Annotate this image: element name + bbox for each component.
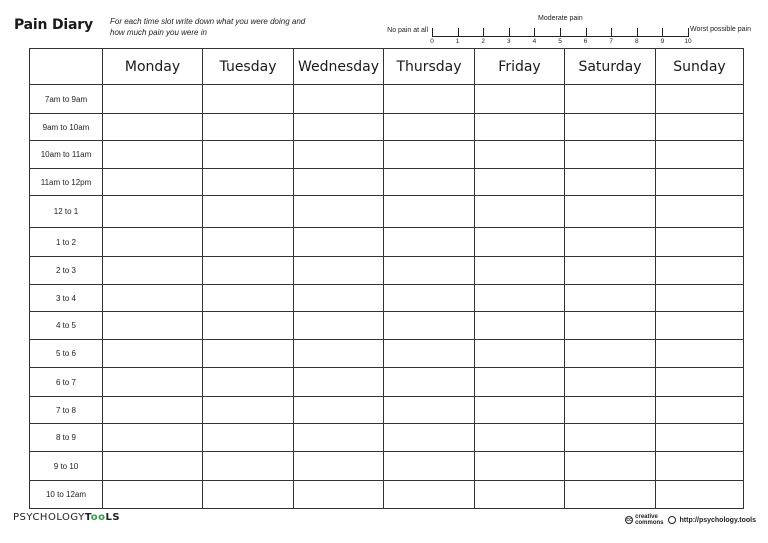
table-row [30,257,744,285]
diary-entry-cell[interactable] [475,85,565,114]
diary-entry-cell[interactable] [384,340,475,368]
diary-entry-cell[interactable] [475,257,565,285]
diary-entry-cell[interactable] [565,85,656,114]
diary-entry-cell[interactable] [203,340,294,368]
diary-entry-cell[interactable] [475,141,565,169]
table-row [30,340,744,368]
scale-number: 2 [481,38,485,45]
diary-entry-cell[interactable] [203,85,294,114]
table-row [30,196,744,228]
diary-entry-cell[interactable] [475,397,565,424]
diary-entry-cell[interactable] [294,114,384,141]
diary-entry-cell[interactable] [565,368,656,397]
diary-entry-cell[interactable] [294,312,384,340]
diary-entry-cell[interactable] [103,169,203,196]
scale-tick [560,28,561,37]
day-header-sunday: Sunday [656,49,744,85]
diary-entry-cell[interactable] [103,340,203,368]
diary-entry-cell[interactable] [203,312,294,340]
scale-number: 10 [684,38,692,45]
scale-mid-label: Moderate pain [538,15,583,22]
scale-tick [432,28,433,37]
diary-entry-cell[interactable] [656,196,744,228]
corner-cell [30,49,103,85]
diary-entry-cell[interactable] [656,368,744,397]
time-slot-label: 10am to 11am [30,141,103,169]
diary-entry-cell[interactable] [565,312,656,340]
time-slot-label: 12 to 1 [30,196,103,228]
time-slot-label: 11am to 12pm [30,169,103,196]
diary-entry-cell[interactable] [103,285,203,312]
diary-entry-cell[interactable] [656,114,744,141]
table-row [30,312,744,340]
website-url: http://psychology.tools [679,516,756,524]
time-slot-label: 4 to 5 [30,312,103,340]
time-slot-label: 2 to 3 [30,257,103,285]
diary-entry-cell[interactable] [656,285,744,312]
scale-tick [662,28,663,37]
time-slot-label: 9am to 10am [30,114,103,141]
table-row [30,169,744,196]
diary-entry-cell[interactable] [203,169,294,196]
diary-entry-cell[interactable] [656,85,744,114]
diary-entry-cell[interactable] [294,481,384,509]
time-slot-label: 9 to 10 [30,452,103,481]
diary-entry-cell[interactable] [656,481,744,509]
diary-entry-cell[interactable] [384,85,475,114]
diary-entry-cell[interactable] [384,481,475,509]
diary-entry-cell[interactable] [384,368,475,397]
diary-entry-cell[interactable] [103,481,203,509]
diary-entry-cell[interactable] [203,452,294,481]
diary-entry-cell[interactable] [203,285,294,312]
day-header-friday: Friday [475,49,565,85]
diary-entry-cell[interactable] [203,114,294,141]
diary-entry-cell[interactable] [565,257,656,285]
diary-entry-cell[interactable] [565,424,656,452]
diary-entry-cell[interactable] [103,452,203,481]
diary-entry-cell[interactable] [203,228,294,257]
diary-entry-cell[interactable] [103,85,203,114]
diary-table [29,48,744,509]
scale-tick [611,28,612,37]
diary-entry-cell[interactable] [565,228,656,257]
diary-entry-cell[interactable] [656,340,744,368]
scale-left-label: No pain at all [387,27,428,34]
diary-entry-cell[interactable] [384,397,475,424]
diary-entry-cell[interactable] [565,397,656,424]
scale-number: 0 [430,38,434,45]
diary-entry-cell[interactable] [384,169,475,196]
scale-number: 3 [506,38,511,45]
day-header-thursday: Thursday [384,49,475,85]
time-slot-label: 5 to 6 [30,340,103,368]
diary-entry-cell[interactable] [203,141,294,169]
diary-entry-cell[interactable] [294,452,384,481]
diary-entry-cell[interactable] [203,481,294,509]
diary-entry-cell[interactable] [565,114,656,141]
diary-entry-cell[interactable] [656,228,744,257]
time-slot-label: 7am to 9am [30,85,103,114]
diary-entry-cell[interactable] [384,285,475,312]
diary-entry-cell[interactable] [475,169,565,196]
diary-entry-cell[interactable] [656,452,744,481]
time-slot-label: 7 to 8 [30,397,103,424]
creative-commons-badge: cc creative commons [626,514,664,526]
diary-entry-cell[interactable] [384,196,475,228]
scale-number: 8 [634,38,639,45]
diary-entry-cell[interactable] [294,340,384,368]
pain-scale [380,12,760,48]
table-row [30,397,744,424]
diary-entry-cell[interactable] [475,424,565,452]
day-header-saturday: Saturday [565,49,656,85]
diary-entry-cell[interactable] [294,196,384,228]
psychology-tools-logo: PSYCHOLOGYTooLS [13,512,121,523]
table-row [30,285,744,312]
diary-entry-cell[interactable] [475,114,565,141]
diary-entry-cell[interactable] [565,169,656,196]
scale-number: 7 [609,38,613,45]
scale-number: 5 [558,38,562,45]
page-title: Pain Diary [14,17,93,33]
footer-credits [625,514,756,526]
diary-entry-cell[interactable] [565,196,656,228]
diary-entry-cell[interactable] [475,481,565,509]
diary-entry-cell[interactable] [656,257,744,285]
time-slot-label: 1 to 2 [30,228,103,257]
scale-tick [688,28,689,37]
diary-entry-cell[interactable] [294,285,384,312]
diary-entry-cell[interactable] [203,196,294,228]
diary-entry-cell[interactable] [103,228,203,257]
diary-entry-cell[interactable] [103,196,203,228]
scale-number: 6 [583,38,588,45]
diary-entry-cell[interactable] [475,368,565,397]
diary-entry-cell[interactable] [203,257,294,285]
diary-entry-cell[interactable] [294,85,384,114]
diary-entry-cell[interactable] [103,397,203,424]
diary-entry-cell[interactable] [294,424,384,452]
table-row [30,228,744,257]
diary-entry-cell[interactable] [103,424,203,452]
diary-entry-cell[interactable] [656,312,744,340]
diary-entry-cell[interactable] [475,285,565,312]
diary-entry-cell[interactable] [103,257,203,285]
table-row [30,85,744,114]
diary-entry-cell[interactable] [203,397,294,424]
scale-number: 9 [660,38,665,45]
day-header-wednesday: Wednesday [294,49,384,85]
diary-entry-cell[interactable] [656,397,744,424]
diary-entry-cell[interactable] [475,228,565,257]
diary-entry-cell[interactable] [294,397,384,424]
diary-entry-cell[interactable] [565,141,656,169]
diary-entry-cell[interactable] [294,257,384,285]
scale-tick [509,28,510,37]
diary-entry-cell[interactable] [475,452,565,481]
scale-tick [458,28,459,37]
diary-entry-cell[interactable] [294,141,384,169]
time-slot-label: 3 to 4 [30,285,103,312]
time-slot-label: 10 to 12am [30,481,103,509]
diary-entry-cell[interactable] [294,368,384,397]
instructions-text: For each time slot write down what you were doing and how much pain you were in [110,17,306,37]
globe-icon [668,516,676,524]
scale-tick [534,28,535,37]
diary-entry-cell[interactable] [103,312,203,340]
table-row [30,141,744,169]
diary-entry-cell[interactable] [384,141,475,169]
diary-entry-cell[interactable] [384,452,475,481]
time-slot-label: 6 to 7 [30,368,103,397]
scale-tick [586,28,587,37]
scale-tick [637,28,638,37]
table-row [30,481,744,509]
diary-entry-cell[interactable] [656,141,744,169]
day-header-monday: Monday [103,49,203,85]
time-slot-label: 8 to 9 [30,424,103,452]
table-header-row [30,49,744,85]
diary-entry-cell[interactable] [565,481,656,509]
diary-entry-cell[interactable] [565,452,656,481]
diary-entry-cell[interactable] [384,424,475,452]
day-header-tuesday: Tuesday [203,49,294,85]
table-row [30,114,744,141]
diary-entry-cell[interactable] [384,312,475,340]
diary-entry-cell[interactable] [294,169,384,196]
diary-entry-cell[interactable] [565,285,656,312]
table-row [30,368,744,397]
diary-entry-cell[interactable] [103,368,203,397]
diary-entry-cell[interactable] [384,257,475,285]
diary-entry-cell[interactable] [475,312,565,340]
diary-entry-cell[interactable] [656,169,744,196]
scale-tick [483,28,484,37]
diary-entry-cell[interactable] [384,228,475,257]
diary-entry-cell[interactable] [384,114,475,141]
diary-entry-cell[interactable] [294,228,384,257]
scale-number: 1 [455,38,460,45]
scale-right-label: Worst possible pain [690,26,751,33]
diary-entry-cell[interactable] [475,340,565,368]
diary-entry-cell[interactable] [656,424,744,452]
diary-entry-cell[interactable] [475,196,565,228]
diary-entry-cell[interactable] [203,424,294,452]
diary-entry-cell[interactable] [565,340,656,368]
table-row [30,452,744,481]
diary-entry-cell[interactable] [203,368,294,397]
diary-entry-cell[interactable] [103,141,203,169]
scale-number: 4 [532,38,537,45]
creative-commons-icon: cc [626,517,632,523]
diary-entry-cell[interactable] [103,114,203,141]
table-row [30,424,744,452]
